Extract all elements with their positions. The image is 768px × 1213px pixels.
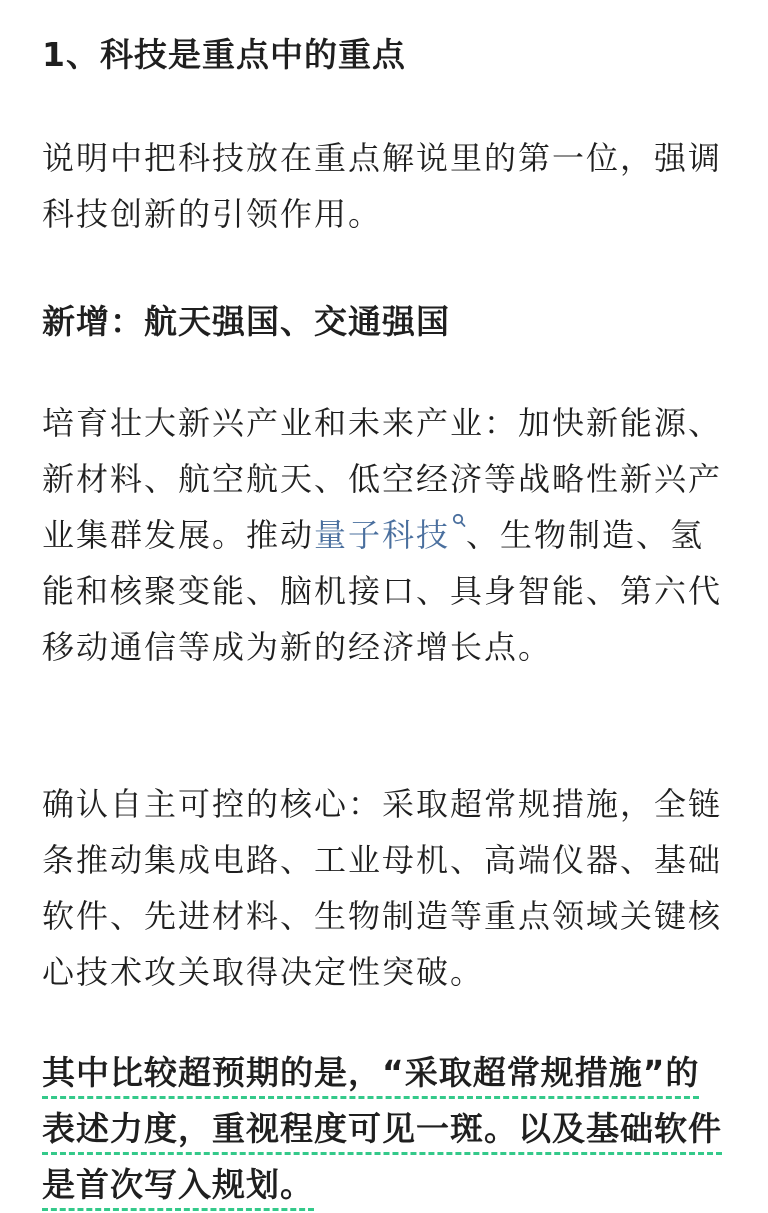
highlight-text: 其中比较超预期的是，“采取超常规措施”的表述力度，重视程度可见一斑。以及基础软件是首次写入规划。 <box>42 1053 722 1211</box>
search-icon <box>452 513 466 529</box>
quantum-tech-link-label: 量子科技 <box>314 516 451 554</box>
intro-paragraph: 说明中把科技放在重点解说里的第一位，强调科技创新的引领作用。 <box>42 139 723 233</box>
industries-paragraph <box>42 395 732 675</box>
highlight-paragraph <box>42 1045 732 1213</box>
industries-text-before: 培育壮大新兴产业和未来产业：加快新能源、新材料、航空航天、低空经济等战略性新兴产业集群发展。推动 <box>42 404 723 554</box>
quantum-tech-link[interactable] <box>314 516 466 554</box>
industries-text-after: 、生物制造、氢能和核聚变能、脑机接口、具身智能、第六代移动通信等成为新的经济增长点。 <box>42 516 723 666</box>
new-additions-heading: 新增：航天强国、交通强国 <box>42 302 450 341</box>
core-control-paragraph: 确认自主可控的核心：采取超常规措施，全链条推动集成电路、工业母机、高端仪器、基础软件、先进材料、生物制造等重点领域关键核心技术攻关取得决定性突破。 <box>42 785 723 991</box>
section-title: 1、科技是重点中的重点 <box>42 35 406 74</box>
